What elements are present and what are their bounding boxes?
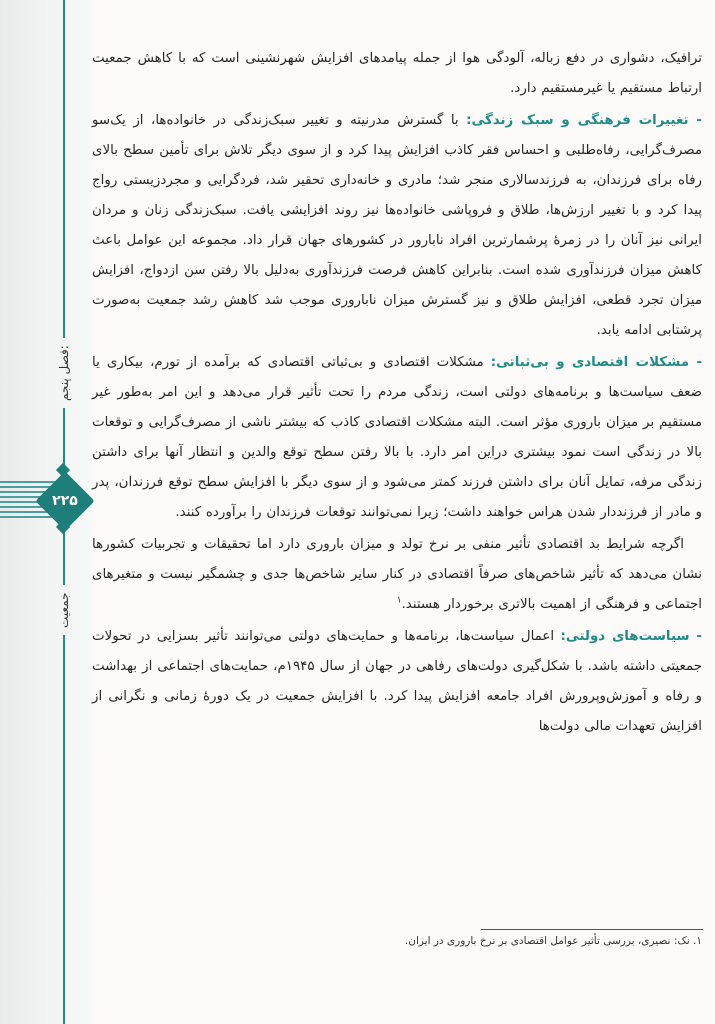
section-heading-policies: - سیاست‌های دولتی: <box>560 629 702 644</box>
paragraph-text: اگرچه شرایط بد اقتصادی تأثیر منفی بر نرخ تولد و میزان باروری دارد اما تحقیقات و تجربیات کشورها نشان می‌دهد که تأثیر شاخص‌های صرفاً اقتصادی در کنار سایر شاخص‌ها جدی و چشمگیر نیست و متغیرهای اجتماعی و فرهنگی از اهمیت بالاتری برخوردار هستند. <box>92 537 702 612</box>
paragraph-text: با گسترش مدرنیته و تغییر سبک‌زندگی در خانواده‌ها، از یک‌سو مصرف‌گرایی، رفاه‌طلبی و احساس فقر کاذب افزایش پیدا کرد و از سوی دیگر تلاش برای تأمین سطح بالای رفاه برای فرزندان، به فرزندسالاری منجر شد؛ مادری و خانه‌داری تحقیر شد، فردگرایی و مجردزیستی رواج پیدا کرد و با تغییر ارزش‌ها، طلاق و فروپاشی خانواده‌ها نیز روند افزایشی یافت. سبک‌زندگی زنان و مردان ایرانی نیز آنان را در زمرهٔ پرشمارترین افراد نابارور در کشورهای جهان قرار داد. مجموعه این عوامل باعث کاهش میزان فرزندآوری شده است. بنابراین کاهش فرصت فرزندآوری به‌دلیل بالا رفتن سن ازدواج، افزایش میزان تجرد قطعی، افزایش طلاق و نیز گسترش میزان ناباروری موجب شد کاهش رشد جمعیت به‌صورت پرشتابی ادامه یابد. <box>92 113 702 338</box>
paragraph-government-policies <box>92 622 702 742</box>
paragraph-text: مشکلات اقتصادی و بی‌ثباتی اقتصادی که برآمده از تورم، بیکاری یا ضعف سیاست‌ها و برنامه‌های دولتی است، زندگی مردم را تحت تأثیر قرار می‌دهد و این امر به‌طور غیر مستقیم بر میزان باروری مؤثر است. البته مشکلات اقتصادی کاذب که بیشتر ناشی از مصرف‌گرایی و توقعات بالا در زندگی است نمود بیشتری دراین امر دارد. با بالا رفتن سطح توقع والدین و انتظار آنها برای داشتن زندگی مرفه، تمایل آنان برای داشتن فرزند کمتر می‌شود و از سوی دیگر با افزایش سطح توقع فرزندان، پدر و مادر از فرزنددار شدن هراس خواهند داشت؛ زیرا نمی‌توانند توقعات فرزندان را برآورده کنند. <box>92 355 702 520</box>
page-number-badge <box>40 476 90 526</box>
chapter-label: فصل پنجم: <box>56 338 72 408</box>
paragraph-economic-problems <box>92 348 702 528</box>
paragraph-text: اعمال سیاست‌ها، برنامه‌ها و حمایت‌های دولتی می‌توانند تأثیر بسزایی در تحولات جمعیتی داشته باشد. با شکل‌گیری دولت‌های رفاهی در جهان از سال ۱۹۴۵م، حمایت‌های اجتماعی از بهداشت و رفاه و آموزش‌وپرورش افراد جامعه افزایش پیدا کرد. با افزایش جمعیت در یک دورهٔ زمانی و نگرانی از افزایش تعهدات مالی دولت‌ها <box>92 629 702 734</box>
footnote-divider <box>481 929 703 930</box>
paragraph-economic-impact <box>92 530 702 620</box>
page-number: ۲۲۵ <box>52 493 78 509</box>
paragraph-text: ترافیک، دشواری در دفع زباله، آلودگی هوا از جمله پیامدهای افزایش شهرنشینی است که با کاهش جمعیت ارتباط مستقیم یا غیرمستقیم دارد. <box>92 51 702 96</box>
paragraph-cultural-changes <box>92 106 702 346</box>
section-heading-economic: - مشکلات اقتصادی و بی‌ثباتی: <box>490 355 702 370</box>
footnote-reference: ۱ <box>396 595 402 606</box>
page-body <box>92 44 702 742</box>
section-heading-cultural: - تغییرات فرهنگی و سبک زندگی: <box>466 113 702 128</box>
footnote: ۱. نک: نصیری، بررسی تأثیر عوامل اقتصادی بر نرخ باروری در ایران. <box>404 935 702 947</box>
topic-label: جمعیت <box>56 585 72 635</box>
paragraph-urbanization <box>92 44 702 104</box>
